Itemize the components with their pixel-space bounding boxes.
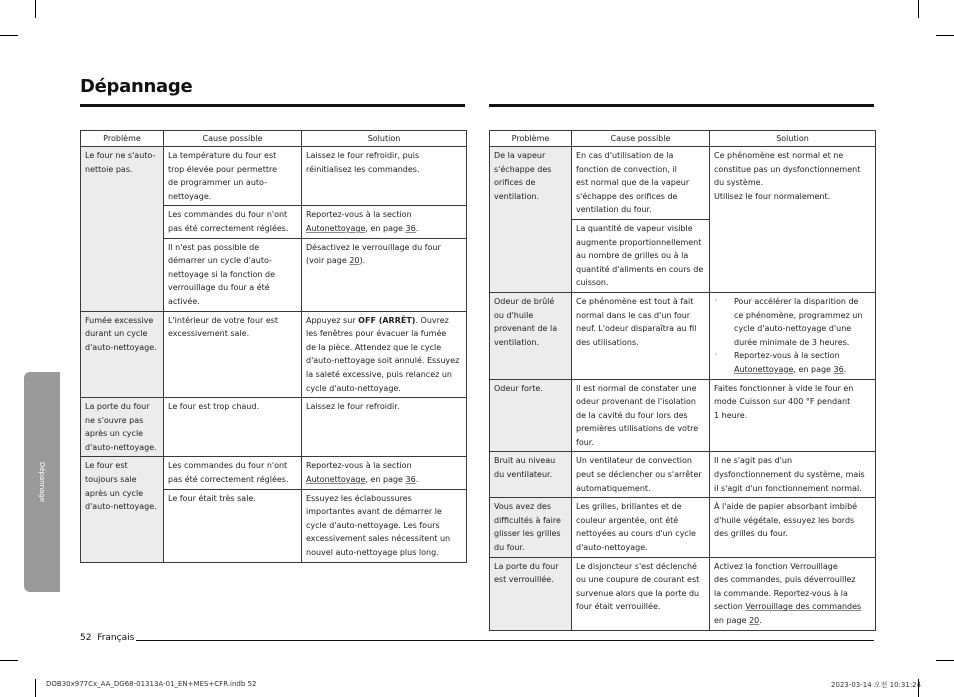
crop-mark (936, 660, 954, 661)
table-row (490, 379, 876, 452)
page-number: 52 (80, 633, 92, 643)
table-header-row (490, 131, 876, 147)
problem-cell: La porte du four ne s'ouvre pas après un cycle d'auto-nettoyage. (81, 398, 164, 457)
cause-cell: La température du four est trop élevée pour permettre de programmer un auto- nettoyage. (164, 147, 302, 206)
cause-cell: Les grilles, brillantes et de couleur argentée, ont été nettoyées au cours d'un cycle d'auto-nettoyage. (572, 498, 710, 557)
solution-cell (710, 557, 876, 630)
table-row (490, 557, 876, 630)
solution-text: Activez la fonction Verrouillage des commandes, puis déverrouillez la commande. Reportez-vous à la section (714, 561, 856, 612)
cause-cell: Il est normal de constater une odeur provenant de l'isolation de la cavité du four lors des premières utilisations de votre four. (572, 379, 710, 452)
solution-cell (302, 206, 467, 238)
solution-text: . (415, 475, 419, 485)
section-link[interactable]: Autonettoyage (306, 223, 366, 233)
section-link[interactable]: Autonettoyage (734, 364, 794, 374)
solution-text: ). (359, 256, 366, 266)
solution-cell: Laissez le four refroidir, puis réinitialisez les commandes. (302, 147, 467, 206)
page-link[interactable]: 20 (349, 256, 360, 266)
cause-cell: Le four était très sale. (164, 489, 302, 562)
cause-cell: La quantité de vapeur visible augmente proportionnellement au nombre de grilles ou à la quantité d'aliments en cours de cuisson. (572, 219, 710, 292)
solution-text: Appuyez sur (306, 315, 359, 325)
solution-cell: Il ne s'agit pas d'un dysfonctionnement du système, mais il s'agit d'un fonctionnement normal. (710, 452, 876, 498)
solution-text: Reportez-vous à la section (306, 210, 412, 220)
header-problem: Problème (490, 131, 572, 147)
table-row (81, 147, 467, 206)
section-link[interactable]: Autonettoyage (306, 475, 366, 485)
table-row (490, 498, 876, 557)
solution-text: , en page (793, 364, 834, 374)
solution-text: . (415, 223, 419, 233)
problem-cell: Odeur forte. (490, 379, 572, 452)
table-row (490, 292, 876, 379)
solution-cell: Faites fonctionner à vide le four en mode Cuisson sur 400 °F pendant 1 heure. (710, 379, 876, 452)
cause-cell: Ce phénomène est tout à fait normal dans le cas d'un four neuf. L'odeur disparaîtra au fil des utilisations. (572, 292, 710, 379)
page-language: Français (97, 633, 135, 643)
page-link[interactable]: 36 (405, 223, 416, 233)
cause-cell: Le disjoncteur s'est déclenché ou une coupure de courant est survenue alors que la porte du four était verrouillée. (572, 557, 710, 630)
problem-cell: Le four est toujours sale après un cycle d'auto-nettoyage. (81, 457, 164, 562)
problem-cell: De la vapeur s'échappe des orifices de ventilation. (490, 147, 572, 293)
solution-cell: Ce phénomène est normal et ne constitue pas un dysfonctionnement du système. Utilisez le four normalement. (710, 147, 876, 293)
page-footer (80, 633, 134, 643)
table-row (81, 398, 467, 457)
header-cause: Cause possible (164, 131, 302, 147)
crop-mark (0, 660, 18, 661)
left-troubleshooting-table (80, 130, 467, 563)
problem-cell: Fumée excessive durant un cycle d'auto-nettoyage. (81, 311, 164, 398)
solution-bullet-list (714, 295, 871, 377)
side-tab-label: Dépannage (38, 461, 46, 503)
solution-cell (710, 292, 876, 379)
solution-text: , en page (365, 475, 406, 485)
problem-cell: Le four ne s'auto- nettoie pas. (81, 147, 164, 312)
footer-rule (136, 640, 874, 641)
off-button-label: OFF (ARRÊT) (358, 315, 416, 325)
header-solution: Solution (710, 131, 876, 147)
solution-text: . (843, 364, 847, 374)
header-solution: Solution (302, 131, 467, 147)
section-side-tab (24, 372, 60, 592)
solution-cell (302, 457, 467, 489)
solution-text: . (759, 616, 762, 625)
page-link[interactable]: 20 (749, 616, 760, 625)
solution-cell: À l'aide de papier absorbant imbibé d'huile végétale, essuyez les bords des grilles du four. (710, 498, 876, 557)
solution-cell: Laissez le four refroidir. (302, 398, 467, 457)
header-problem: Problème (81, 131, 164, 147)
problem-cell: Vous avez des difficultés à faire glisser les grilles du four. (490, 498, 572, 557)
cause-cell: L'intérieur de votre four est excessivement sale. (164, 311, 302, 398)
table-row (81, 457, 467, 489)
problem-cell: Bruit au niveau du ventilateur. (490, 452, 572, 498)
solution-text: en page (714, 616, 747, 625)
table-row (490, 147, 876, 220)
print-file-info: DOB30x977Cx_AA_DG68-01313A-01_EN+MES+CFR.indb 52 (46, 680, 257, 688)
solution-cell (302, 311, 467, 398)
cause-cell: Les commandes du four n'ont pas été correctement réglées. (164, 457, 302, 489)
table-header-row (81, 131, 467, 147)
solution-cell: Essuyez les éclaboussures importantes avant de démarrer le cycle d'auto-nettoyage. Les fours excessivement sales nécessitent un nouvel auto-nettoyage plus long. (302, 489, 467, 562)
solution-text: Reportez-vous à la section (306, 461, 412, 471)
header-cause: Cause possible (572, 131, 710, 147)
cause-cell: Il n'est pas possible de démarrer un cycle d'auto- nettoyage si la fonction de verrouillage du four a été activée. (164, 238, 302, 311)
solution-text: , en page (365, 223, 406, 233)
crop-mark (936, 35, 954, 36)
solution-cell (302, 238, 467, 311)
crop-mark (918, 0, 919, 18)
crop-mark (35, 0, 36, 18)
solution-text: Désactivez le verrouillage du four (voir page (306, 242, 441, 266)
problem-cell: Odeur de brûlé ou d'huile provenant de la ventilation. (490, 292, 572, 379)
bullet-item (714, 349, 871, 376)
solution-text: Reportez-vous à la section (734, 351, 840, 361)
cause-cell: Le four est trop chaud. (164, 398, 302, 457)
cause-cell: En cas d'utilisation de la fonction de convection, il est normal que de la vapeur s'échappe des orifices de ventilation du four. (572, 147, 710, 220)
problem-cell: La porte du four est verrouillée. (490, 557, 572, 630)
section-link[interactable]: Verrouillage des commandes (745, 602, 862, 612)
table-row (490, 452, 876, 498)
print-date-info: 2023-03-14 오전 10:31:24 (831, 681, 922, 689)
cause-cell: Un ventilateur de convection peut se déclencher ou s'arrêter automatiquement. (572, 452, 710, 498)
crop-mark (35, 679, 36, 697)
title-rule-right (489, 104, 874, 107)
page-link[interactable]: 36 (833, 364, 844, 374)
table-row (81, 311, 467, 398)
title-rule-left (80, 104, 465, 107)
solution-text: . Ouvrez les fenêtres pour évacuer la fumée de la pièce. Attendez que le cycle d'auto-nettoyage soit annulé. Essuyez la saleté excessive, puis relancez un cycle d'auto-nettoyage. (306, 315, 460, 393)
page-title: Dépannage (80, 76, 193, 97)
page-link[interactable]: 36 (405, 475, 416, 485)
bullet-item: ◦ Pour accélérer la disparition de ce phénomène, programmez un cycle d'auto-nettoyage d'une durée minimale de 3 heures. (714, 295, 871, 349)
crop-mark (0, 35, 18, 36)
right-troubleshooting-table (489, 130, 876, 631)
cause-cell: Les commandes du four n'ont pas été correctement réglées. (164, 206, 302, 238)
